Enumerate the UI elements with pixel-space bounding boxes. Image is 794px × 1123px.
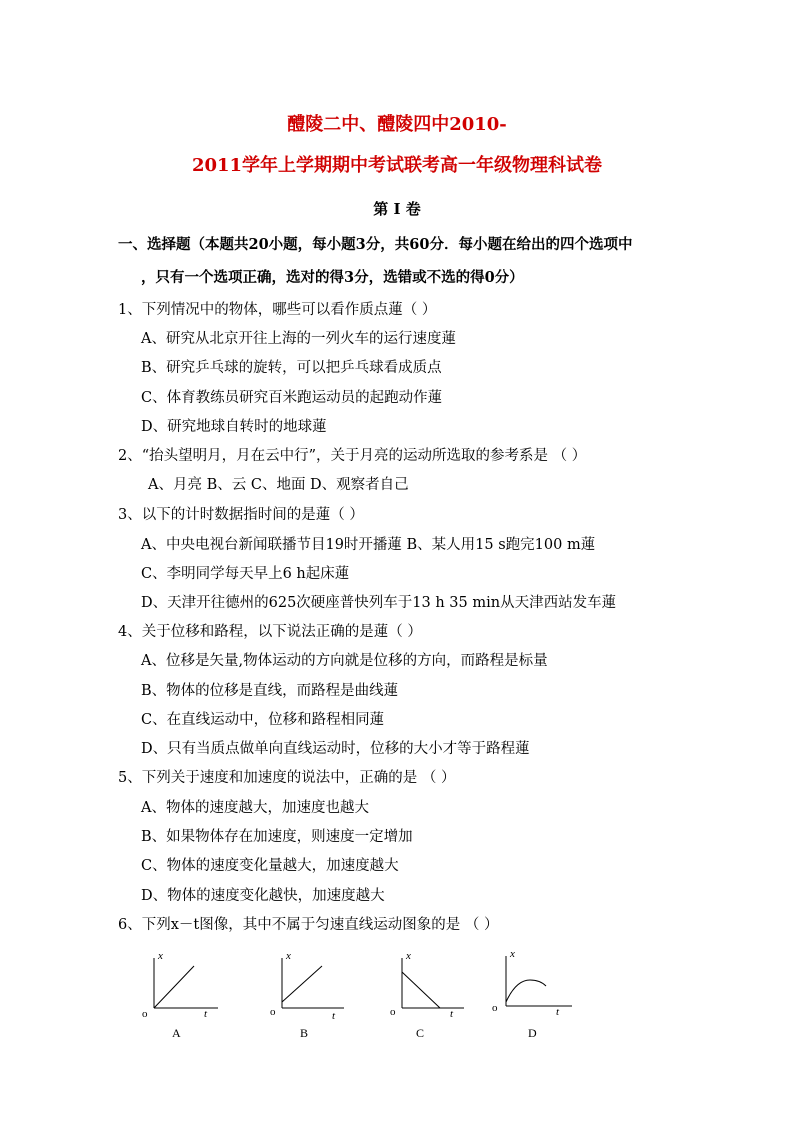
graph-a-caption: A [172,1026,181,1040]
question-5-option-b: B、如果物体存在加速度，则速度一定增加 [141,829,413,845]
question-2-stem: 2、“抬头望明月，月在云中行”，关于月亮的运动所选取的参考系是 （ ） [118,448,587,464]
section-instructions-line1: 一、选择题（本题共20小题，每小题3分，共60分．每小题在给出的四个选项中 [118,236,633,253]
question-5-option-d: D、物体的速度变化越快，加速度越大 [141,888,385,904]
question-1-stem: 1、下列情况中的物体，哪些可以看作质点蓮（ ） [118,302,437,318]
question-4-option-a: A、位移是矢量,物体运动的方向就是位移的方向，而路程是标量 [141,653,548,669]
graph-b-origin-label: o [270,1006,276,1018]
question-1-option-c: C、体育教练员研究百米跑运动员的起跑动作蓮 [141,390,443,406]
question-1-option-b: B、研究乒乓球的旋转，可以把乒乓球看成质点 [141,360,442,376]
graph-b [268,950,358,1042]
graph-d-caption: D [528,1026,537,1040]
question-4-option-b: B、物体的位移是直线，而路程是曲线蓮 [141,683,399,699]
question-5-option-c: C、物体的速度变化量越大，加速度越大 [141,858,399,874]
question-2-options: A、月亮 B、云 C、地面 D、观察者自己 [148,477,409,493]
graph-d-origin-label: o [492,1002,498,1014]
graph-a-y-axis-label: x [158,950,163,962]
graph-b-y-axis-label: x [286,950,291,962]
graph-b-caption: B [300,1026,309,1040]
graph-c-caption: C [416,1026,425,1040]
question-3-option-ab: A、中央电视台新闻联播节目19时开播蓮 B、某人用15 s跑完100 m蓮 [141,537,596,553]
graph-b-plot [268,950,358,1042]
exam-title-line2: 2011学年上学期期中考试联考高一年级物理科试卷 [191,155,603,176]
graph-c [388,950,478,1042]
question-5-option-a: A、物体的速度越大，加速度也越大 [141,800,369,816]
graph-c-plot [388,950,478,1042]
question-4-option-c: C、在直线运动中，位移和路程相同蓮 [141,712,385,728]
question-6-stem: 6、下列x－t图像，其中不属于匀速直线运动图象的是 （ ） [118,917,499,933]
graph-a-plot [140,950,230,1042]
volume-heading: 第 I 卷 [373,200,421,218]
graph-d-y-axis-label: x [510,948,515,960]
question-3-option-c: C、李明同学每天早上6 h起床蓮 [141,566,350,582]
question-3-option-d: D、天津开往德州的625次硬座普快列车于13 h 35 min从天津西站发车蓮 [141,595,617,611]
section-instructions-line2: ，只有一个选项正确，选对的得3分，选错或不选的得0分） [141,269,524,286]
graph-d-x-axis-label: t [556,1006,560,1018]
question-1-option-a: A、研究从北京开往上海的一列火车的运行速度蓮 [141,331,456,347]
graph-c-y-axis-label: x [406,950,411,962]
question-1-option-d: D、研究地球自转时的地球蓮 [141,419,327,435]
graph-b-x-axis-label: t [332,1010,336,1022]
question-5-stem: 5、下列关于速度和加速度的说法中，正确的是 （ ） [118,770,456,786]
graph-c-x-axis-label: t [450,1008,454,1020]
graph-a-x-axis-label: t [204,1008,208,1020]
graph-a [140,950,230,1042]
graph-c-origin-label: o [390,1006,396,1018]
exam-title-line1: 醴陵二中、醴陵四中2010- [287,114,507,135]
graph-d [490,950,580,1042]
question-4-option-d: D、只有当质点做单向直线运动时，位移的大小才等于路程蓮 [141,741,530,757]
question-3-stem: 3、以下的计时数据指时间的是蓮（ ） [118,507,364,523]
question-4-stem: 4、关于位移和路程，以下说法正确的是蓮（ ） [118,624,422,640]
graph-a-origin-label: o [142,1008,148,1020]
